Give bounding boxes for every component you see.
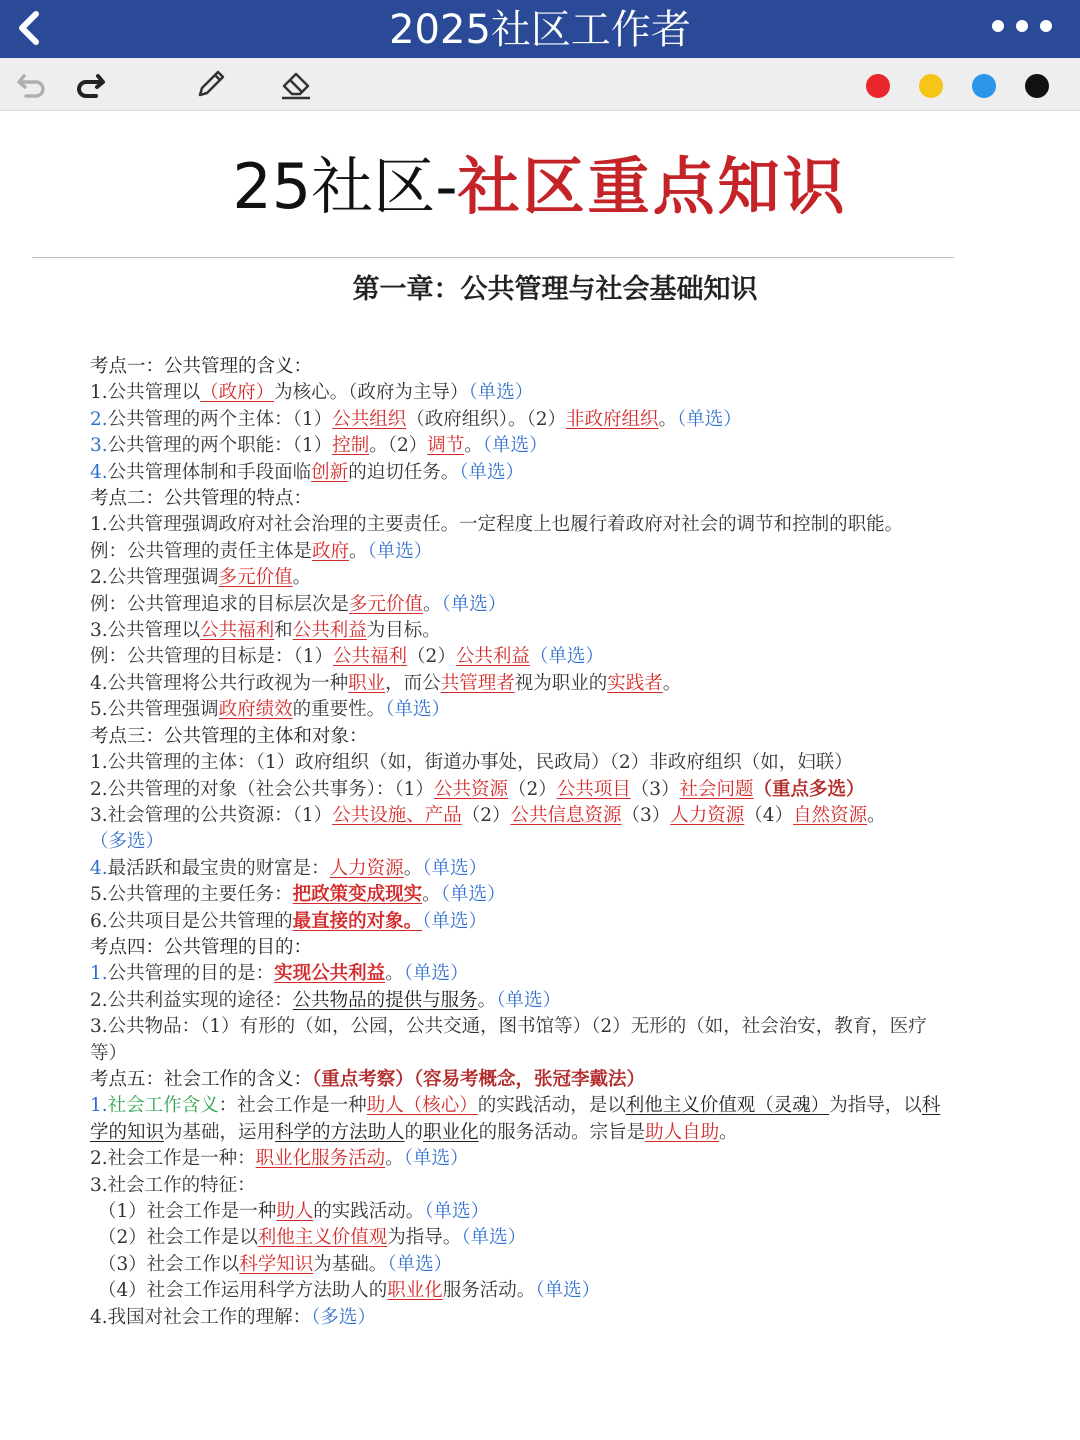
content-line — [90, 644, 950, 670]
section-heading — [90, 354, 950, 380]
content-line — [90, 671, 950, 697]
question-type-tag: （单选） — [424, 1201, 490, 1222]
question-type-tag: （单选） — [461, 1227, 527, 1249]
highlighted-text: 共管理者 — [440, 672, 515, 694]
text-segment: 为基础，运用 — [164, 1121, 276, 1143]
text-segment: 的实践活动。 — [313, 1201, 425, 1222]
text-segment: 。 — [867, 804, 886, 826]
highlighted-text: 公共资源 — [433, 778, 508, 800]
title-divider — [32, 257, 954, 258]
highlighted-text: 公共福利 — [200, 620, 275, 642]
section-heading — [90, 1067, 950, 1093]
text-segment: 服务活动。 — [442, 1280, 536, 1302]
text-segment: 。（2） — [369, 435, 428, 457]
highlighted-text: 人力资源 — [670, 804, 745, 826]
question-type-tag: （多选） — [311, 1306, 376, 1328]
text-segment: 3.公共管理以 — [90, 620, 201, 642]
text-segment: 。 — [423, 593, 442, 615]
highlighted-text: 政府绩效 — [218, 699, 293, 721]
highlighted-text: （政府） — [200, 382, 275, 404]
text-segment: 。 — [422, 884, 441, 906]
question-type-tag: （单选） — [385, 699, 450, 721]
content-line — [90, 1278, 950, 1304]
highlighted-text: （重点多选） — [753, 778, 865, 800]
text-segment: 为指导，以 — [829, 1095, 922, 1117]
annotation-toolbar — [0, 58, 1080, 111]
eraser-icon[interactable] — [278, 66, 314, 102]
question-type-tag: （单选） — [535, 1280, 601, 1302]
text-segment: ，而公 — [385, 672, 441, 694]
question-type-tag: （单选） — [403, 963, 469, 985]
highlighted-text: 利他主义价值观 — [257, 1227, 388, 1249]
text-segment: （政府组织）。（2） — [406, 408, 566, 430]
highlighted-text: 公共物品的提供与服务 — [292, 989, 478, 1011]
highlighted-text: 调节 — [427, 435, 465, 457]
text-segment: 。 — [464, 435, 483, 457]
text-segment: 例：公共管理的目标是：（1） — [90, 646, 334, 668]
highlighted-text: 助人（核心） — [366, 1095, 478, 1117]
question-type-tag: （单选） — [468, 382, 534, 404]
highlighted-text: 公共设施、产品 — [332, 804, 462, 826]
content-line — [90, 1146, 950, 1172]
document-title-prefix: 25社区- — [232, 150, 458, 223]
question-type-tag: （单选） — [482, 435, 548, 457]
highlighted-text: 4. — [90, 461, 108, 483]
text-segment: 考点一：公共管理的含义： — [90, 356, 313, 377]
highlighted-text: 最直接的对象。 — [292, 910, 423, 932]
text-segment: （2） — [507, 778, 557, 800]
content-line — [90, 961, 950, 987]
highlighted-text: 1. — [90, 1095, 108, 1117]
content-line — [90, 460, 950, 486]
chapter-heading: 第一章：公共管理与社会基础知识 — [352, 274, 758, 305]
highlighted-text: 职业化 — [423, 1121, 479, 1143]
content-line — [90, 565, 950, 591]
color-yellow-swatch[interactable] — [919, 74, 943, 98]
content-line — [90, 1014, 950, 1067]
text-segment: 考点五：社会工作的含义： — [90, 1068, 313, 1090]
content-line — [90, 1252, 950, 1278]
undo-icon[interactable] — [14, 66, 50, 102]
question-type-tag: （单选） — [422, 910, 487, 932]
text-segment: 。 — [662, 672, 682, 694]
text-segment: 2.公共管理的对象（社会公共事务）：（1） — [90, 778, 434, 800]
text-segment: 和 — [274, 620, 293, 642]
text-segment: （3） — [630, 778, 680, 800]
highlighted-text: 多元价值 — [349, 593, 424, 615]
highlighted-text: 科学的知识 — [90, 1095, 941, 1143]
text-segment: 1.公共管理的主体：（1）政府组织（如，街道办事处，民政局）（2）非政府组织（如，妇联） — [90, 752, 853, 774]
highlighted-text: （重点考察）（容易考概念，张冠李戴法） — [312, 1068, 646, 1090]
question-type-tag: （单选） — [440, 884, 506, 906]
highlighted-text: 多元价值 — [218, 567, 293, 589]
question-type-tag: （单选） — [459, 461, 524, 483]
content-line — [90, 618, 950, 644]
question-type-tag: （多选） — [90, 831, 165, 853]
highlighted-text: 4. — [90, 857, 108, 879]
text-segment: 。 — [385, 963, 404, 985]
text-segment: 的实践活动，是以 — [477, 1095, 626, 1117]
text-segment: （3） — [621, 804, 671, 826]
highlighted-text: 社会问题 — [679, 778, 754, 800]
text-segment: （1）社会工作是一种 — [98, 1201, 277, 1222]
question-type-tag: （单选） — [529, 646, 604, 668]
text-segment: 2.公共管理强调 — [90, 567, 219, 589]
text-segment: 。 — [292, 567, 312, 589]
text-segment: 3.公共物品：（1）有形的（如，公园，公共交通，图书馆等）（2）无形的（如，社会治安，教育，医疗等） — [90, 1016, 927, 1064]
text-segment: 的迫切任务。 — [348, 461, 460, 483]
text-segment: 公共管理体制和手段面临 — [107, 461, 312, 483]
text-segment: 考点三：公共管理的主体和对象： — [90, 725, 368, 747]
content-line — [90, 407, 950, 433]
content-line — [90, 539, 950, 565]
question-type-tag: （单选） — [441, 593, 507, 615]
highlighted-text: 职业化服务活动 — [255, 1148, 386, 1170]
highlighted-text: 利他主义价值观（灵魂） — [625, 1095, 830, 1117]
text-segment: 。 — [719, 1121, 738, 1143]
highlighted-text: 科学的方法助人 — [275, 1121, 405, 1143]
highlighted-text: 把政策变成现实 — [292, 884, 423, 906]
highlighted-text: 控制 — [332, 435, 370, 457]
content-line — [90, 1305, 950, 1331]
highlighted-text: 公共利益 — [292, 620, 367, 642]
text-segment: 1.公共管理以 — [90, 382, 201, 404]
text-segment: 6.公共项目是公共管理的 — [90, 910, 293, 932]
top-app-bar — [0, 0, 1080, 58]
text-segment: 2.社会工作是一种： — [90, 1148, 256, 1170]
text-segment: 公共管理的目的是： — [107, 963, 275, 985]
question-type-tag: （单选） — [422, 857, 487, 879]
color-black-swatch[interactable] — [1025, 74, 1049, 98]
text-segment: （3）社会工作以 — [98, 1253, 240, 1275]
highlighted-text: 职业 — [348, 672, 386, 694]
question-type-tag: （单选） — [403, 1148, 469, 1170]
content-line — [90, 1093, 950, 1146]
text-segment: 为目标。 — [366, 620, 441, 642]
highlighted-text: 公共福利 — [333, 646, 408, 668]
text-segment: （4） — [744, 804, 794, 826]
content-line — [90, 592, 950, 618]
question-type-tag: （单选） — [677, 408, 742, 430]
text-segment: 。 — [385, 1148, 404, 1170]
text-segment: 的服务活动。宗旨是 — [478, 1121, 646, 1143]
highlighted-text: 自然资源 — [793, 804, 868, 826]
text-segment: 考点四：公共管理的目的： — [90, 936, 313, 958]
content-line — [90, 380, 950, 406]
highlighted-text: 1. — [90, 963, 108, 985]
content-line — [90, 1225, 950, 1251]
text-segment: 例：公共管理的责任主体是 — [90, 540, 313, 562]
text-segment: 的 — [404, 1121, 424, 1143]
highlighted-text: 公共利益 — [455, 646, 530, 668]
section-heading — [90, 486, 950, 512]
text-segment: 公共管理的两个主体：（1） — [107, 408, 333, 430]
text-segment: 3.社会管理的公共资源：（1） — [90, 804, 333, 826]
content-line — [90, 1173, 950, 1199]
highlighted-text: 公共组织 — [332, 408, 407, 430]
text-segment: 。 — [349, 540, 368, 562]
content-line — [90, 433, 950, 459]
highlighted-text: 非政府组织 — [565, 408, 659, 430]
text-segment: （4）社会工作运用科学方法助人的 — [98, 1280, 388, 1302]
highlighted-text: 政府 — [312, 540, 350, 562]
text-segment: 的重要性。 — [292, 699, 386, 721]
text-segment: 4.我国对社会工作的理解： — [90, 1306, 312, 1328]
highlighted-text: 人力资源 — [329, 857, 404, 879]
text-segment: 为核心。（政府为主导） — [274, 382, 469, 404]
content-line — [90, 909, 950, 935]
text-segment: 例：公共管理追求的目标层次是 — [90, 593, 350, 615]
highlighted-text: 助人 — [276, 1201, 314, 1222]
section-heading — [90, 724, 950, 750]
content-line — [90, 697, 950, 723]
text-segment: 3.社会工作的特征： — [90, 1174, 256, 1196]
content-line — [90, 988, 950, 1014]
highlighted-text: 2. — [90, 408, 108, 430]
text-segment: 公共管理的两个职能：（1） — [107, 435, 333, 457]
text-segment: 为指导。 — [387, 1227, 462, 1249]
highlighted-text: 职业化 — [387, 1280, 443, 1302]
text-segment: 。 — [658, 408, 678, 430]
highlighted-text: 公共项目 — [556, 778, 631, 800]
content-line — [90, 856, 950, 882]
document-title-highlight: 社区重点知识 — [457, 150, 848, 223]
text-segment: 5.公共管理强调 — [90, 699, 219, 721]
text-segment: （2） — [407, 646, 456, 668]
highlighted-text: 创新 — [311, 461, 349, 483]
more-options-icon[interactable] — [990, 14, 1054, 38]
app-title: 2025社区工作者 — [389, 7, 691, 53]
content-line — [90, 777, 950, 803]
content-line — [90, 882, 950, 908]
text-segment: ：社会工作是一种 — [218, 1095, 367, 1117]
text-segment: 。 — [403, 857, 423, 879]
highlighted-text: 公共信息资源 — [510, 804, 622, 826]
text-segment: 视为职业的 — [514, 672, 608, 694]
highlighted-text: 实践者 — [607, 672, 663, 694]
content-line — [90, 750, 950, 776]
text-segment: 为基础。 — [313, 1253, 388, 1275]
question-type-tag: （单选） — [387, 1253, 453, 1275]
text-segment: 。 — [477, 989, 497, 1011]
text-segment: （2） — [461, 804, 511, 826]
content-line — [90, 1199, 950, 1225]
text-segment: （2）社会工作是以 — [98, 1227, 258, 1249]
highlighted-text: 助人自助 — [645, 1121, 720, 1143]
pencil-icon[interactable] — [192, 66, 228, 102]
content-line — [90, 803, 950, 856]
highlighted-text: 实现公共利益 — [274, 963, 386, 985]
text-segment: 1.公共管理强调政府对社会治理的主要责任。一定程度上也履行着政府对社会的调节和控制的职能。 — [90, 514, 904, 536]
text-segment: 2.公共利益实现的途径： — [90, 989, 293, 1011]
highlighted-text: 3. — [90, 435, 108, 457]
highlighted-text: 科学知识 — [239, 1253, 314, 1275]
color-blue-swatch[interactable] — [972, 74, 996, 98]
text-segment: 最活跃和最宝贵的财富是： — [107, 857, 330, 879]
highlighted-text: 社会工作含义 — [107, 1095, 219, 1117]
text-segment: 5.公共管理的主要任务： — [90, 884, 293, 906]
document-body — [90, 354, 950, 1331]
document-title — [0, 148, 1080, 226]
text-segment: 考点二：公共管理的特点： — [90, 488, 313, 510]
section-heading — [90, 935, 950, 961]
color-red-swatch[interactable] — [866, 74, 890, 98]
redo-icon[interactable] — [72, 66, 108, 102]
question-type-tag: （单选） — [367, 540, 433, 562]
text-segment: 4.公共管理将公共行政视为一种 — [90, 672, 349, 694]
question-type-tag: （单选） — [496, 989, 561, 1011]
content-line — [90, 512, 950, 538]
